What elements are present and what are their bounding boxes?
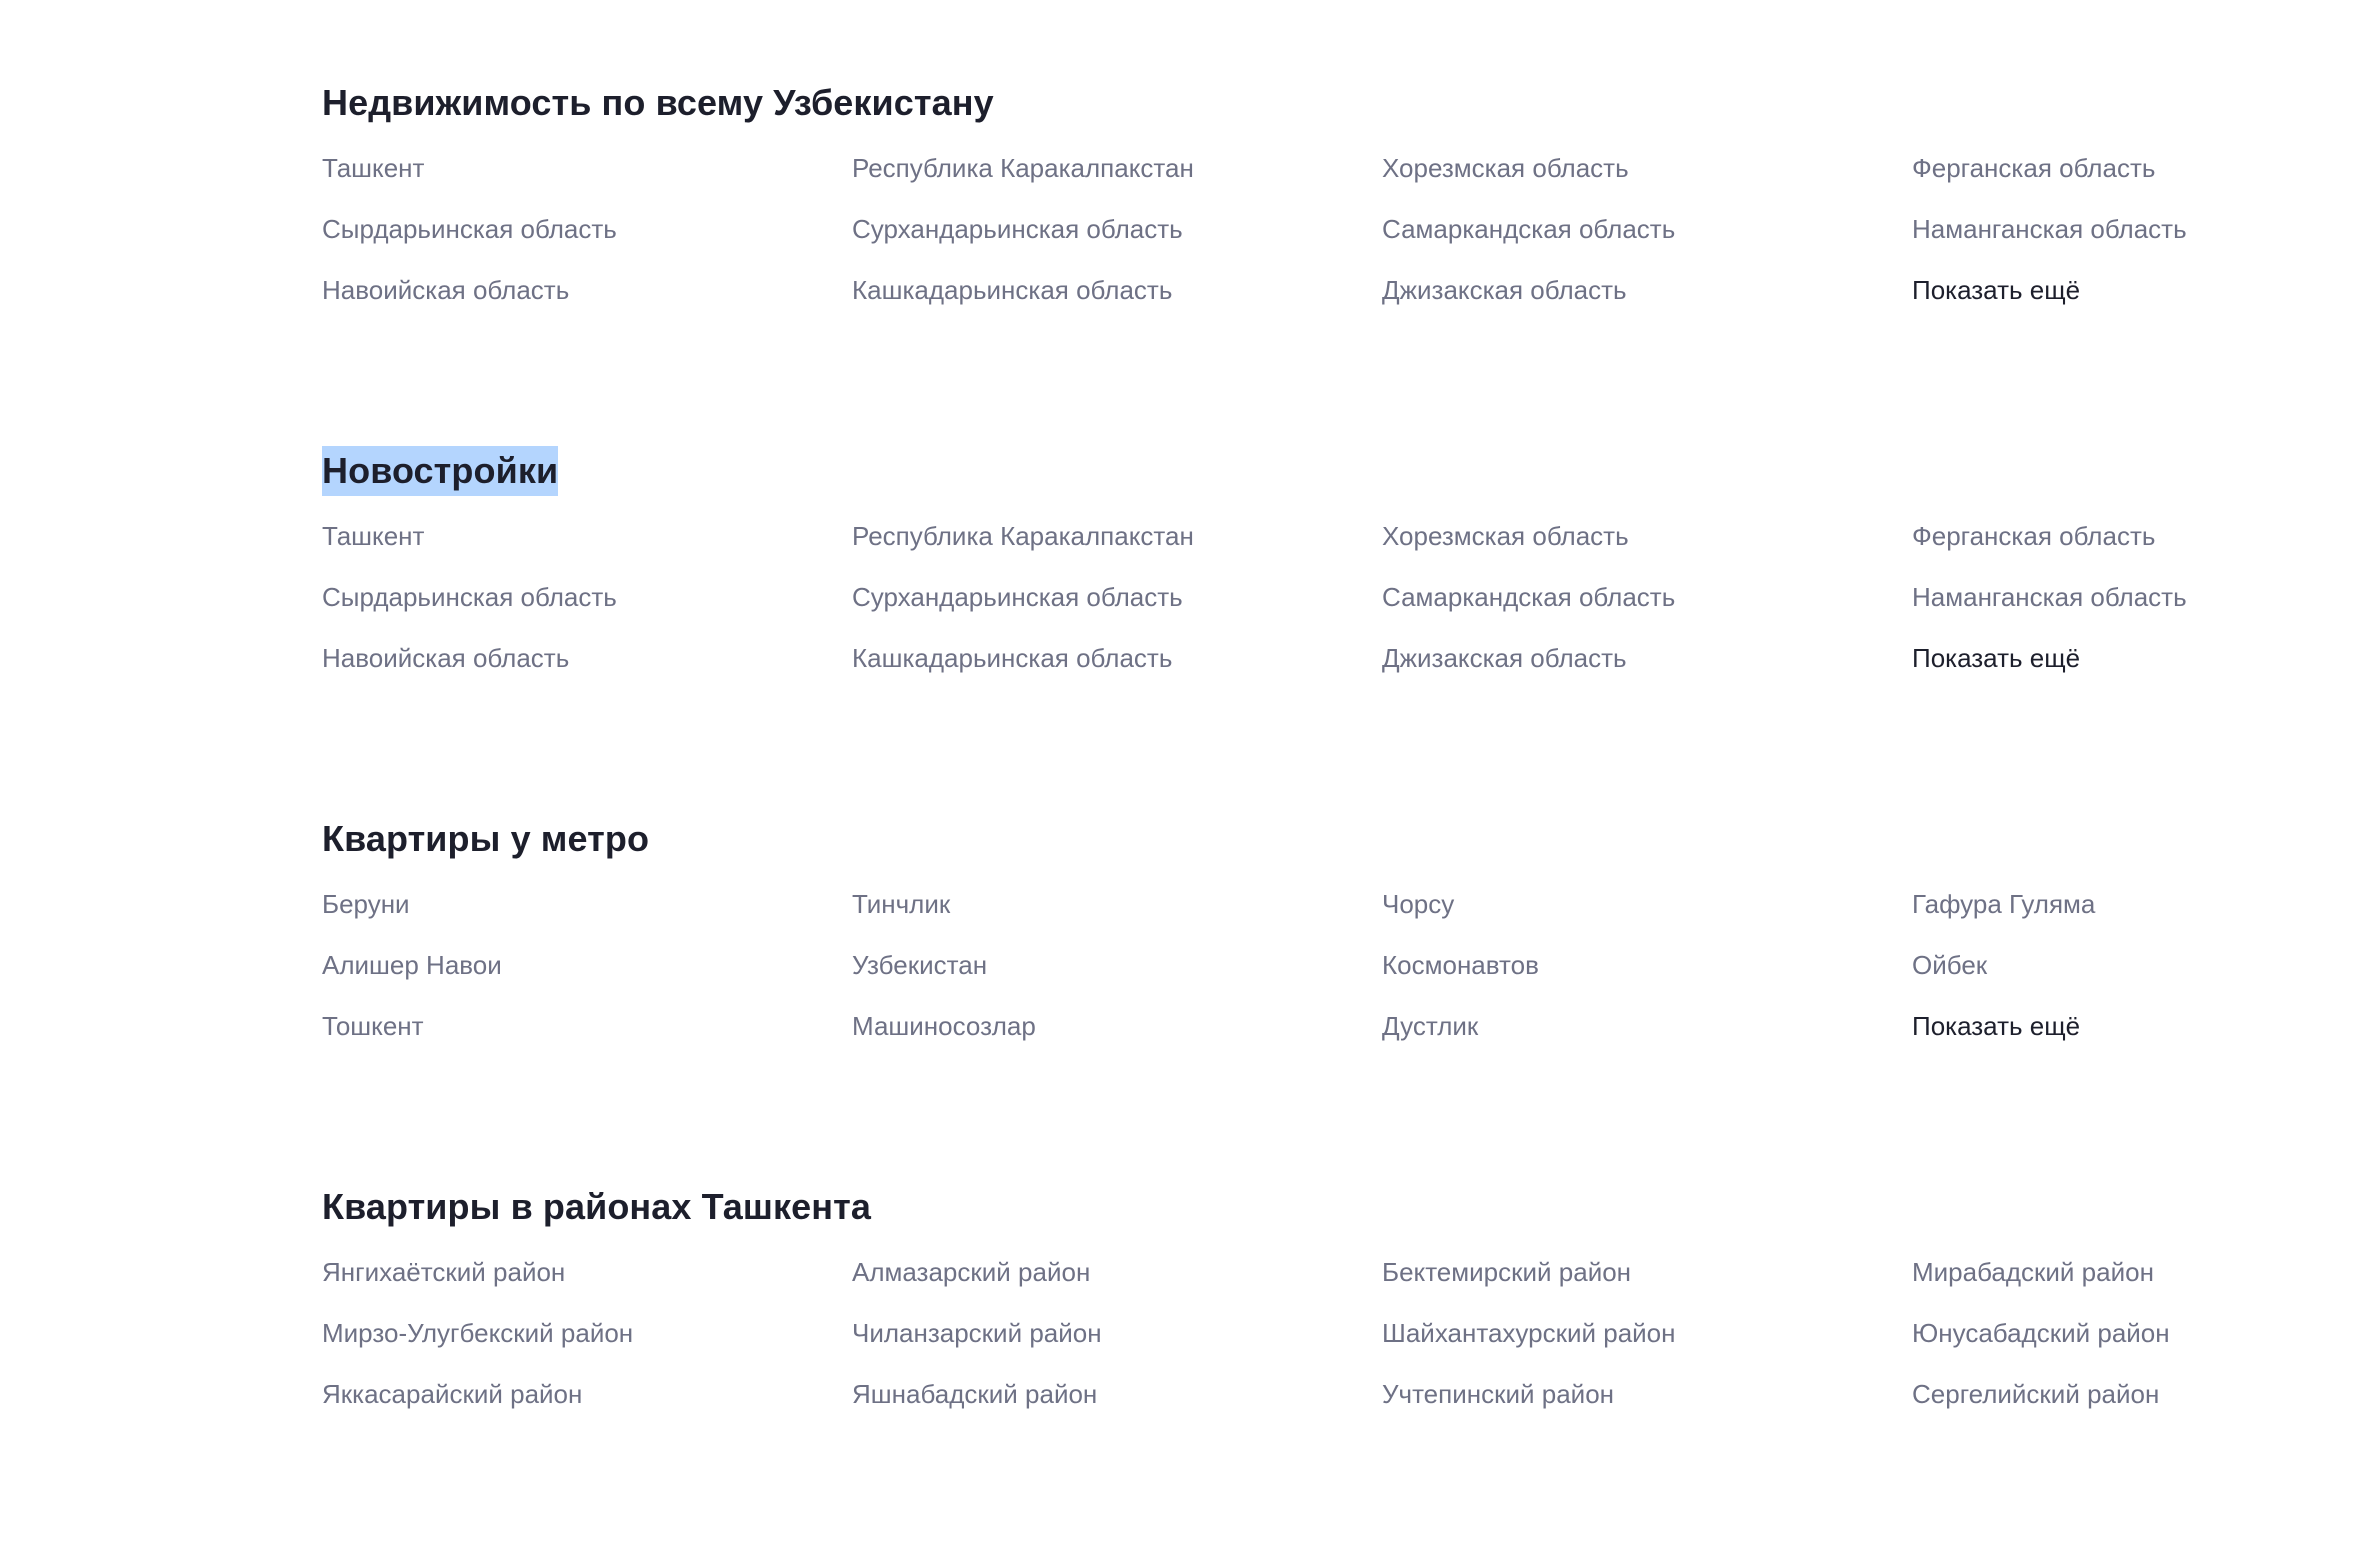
region-link[interactable]: Наманганская область <box>1912 582 2187 612</box>
district-link[interactable]: Алмазарский район <box>852 1257 1091 1287</box>
region-link[interactable]: Наманганская область <box>1912 214 2187 244</box>
region-link[interactable]: Сурхандарьинская область <box>852 214 1183 244</box>
district-link[interactable]: Мирзо-Улугбекский район <box>322 1318 634 1348</box>
show-more-link[interactable]: Показать ещё <box>1912 275 2081 305</box>
show-more-link[interactable]: Показать ещё <box>1912 643 2081 673</box>
district-link[interactable]: Юнусабадский район <box>1912 1318 2170 1348</box>
metro-link[interactable]: Космонавтов <box>1382 950 1539 980</box>
region-link[interactable]: Республика Каракалпакстан <box>852 153 1194 183</box>
region-link[interactable]: Сырдарьинская область <box>322 214 617 244</box>
metro-link[interactable]: Тошкент <box>322 1011 424 1041</box>
metro-link[interactable]: Узбекистан <box>852 950 988 980</box>
metro-link[interactable]: Чорсу <box>1382 889 1455 919</box>
district-link[interactable]: Чиланзарский район <box>852 1318 1102 1348</box>
region-link[interactable]: Кашкадарьинская область <box>852 275 1173 305</box>
region-link[interactable]: Джизакская область <box>1382 643 1627 673</box>
district-link[interactable]: Учтепинский район <box>1382 1379 1615 1409</box>
metro-link[interactable]: Дустлик <box>1382 1011 1479 1041</box>
region-link[interactable]: Сырдарьинская область <box>322 582 617 612</box>
metro-link[interactable]: Гафура Гуляма <box>1912 889 2096 919</box>
district-link[interactable]: Мирабадский район <box>1912 1257 2154 1287</box>
section-title: Новостройки <box>322 446 558 496</box>
district-link[interactable]: Бектемирский район <box>1382 1257 1632 1287</box>
region-link[interactable]: Хорезмская область <box>1382 521 1629 551</box>
metro-link[interactable]: Машиносозлар <box>852 1011 1036 1041</box>
link-grid <box>322 518 2222 718</box>
district-link[interactable]: Янгихаётский район <box>322 1257 566 1287</box>
metro-link[interactable]: Ойбек <box>1912 950 1988 980</box>
link-grid <box>322 1254 2222 1454</box>
region-link[interactable]: Хорезмская область <box>1382 153 1629 183</box>
region-link[interactable]: Ферганская область <box>1912 153 2156 183</box>
region-link[interactable]: Навоийская область <box>322 275 570 305</box>
region-link[interactable]: Ташкент <box>322 153 425 183</box>
link-grid <box>322 886 2222 1086</box>
district-link[interactable]: Шайхантахурский район <box>1382 1318 1676 1348</box>
district-link[interactable]: Яшнабадский район <box>852 1379 1098 1409</box>
region-link[interactable]: Республика Каракалпакстан <box>852 521 1194 551</box>
region-link[interactable]: Самаркандская область <box>1382 582 1676 612</box>
metro-link[interactable]: Беруни <box>322 889 410 919</box>
show-more-link[interactable]: Показать ещё <box>1912 1011 2081 1041</box>
region-link[interactable]: Ташкент <box>322 521 425 551</box>
region-link[interactable]: Кашкадарьинская область <box>852 643 1173 673</box>
section-title: Квартиры у метро <box>322 818 650 859</box>
region-link[interactable]: Самаркандская область <box>1382 214 1676 244</box>
link-grid <box>322 150 2222 350</box>
region-link[interactable]: Навоийская область <box>322 643 570 673</box>
region-link[interactable]: Ферганская область <box>1912 521 2156 551</box>
region-link[interactable]: Джизакская область <box>1382 275 1627 305</box>
district-link[interactable]: Сергелийский район <box>1912 1379 2160 1409</box>
metro-link[interactable]: Тинчлик <box>852 889 951 919</box>
region-link[interactable]: Сурхандарьинская область <box>852 582 1183 612</box>
section-title: Квартиры в районах Ташкента <box>322 1186 871 1227</box>
metro-link[interactable]: Алишер Навои <box>322 950 502 980</box>
section-title: Недвижимость по всему Узбекистану <box>322 82 994 123</box>
district-link[interactable]: Яккасарайский район <box>322 1379 583 1409</box>
